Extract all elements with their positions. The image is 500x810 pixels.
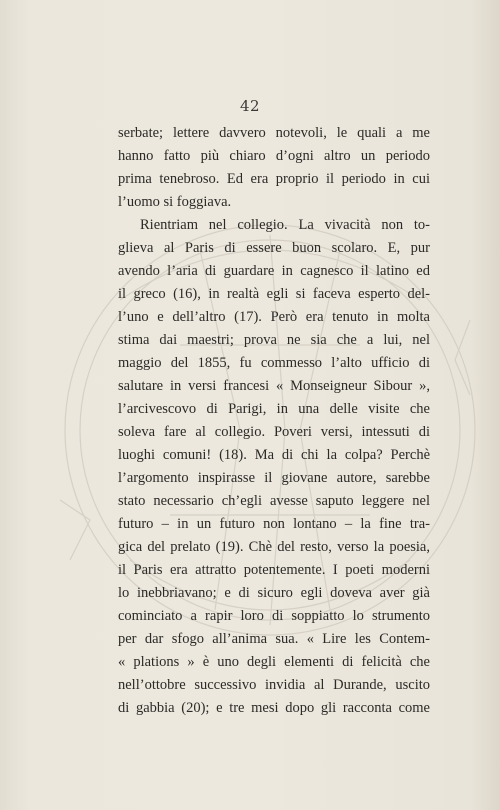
text-line: hanno fatto più chiaro d’ogni altro un periodo xyxy=(118,148,430,164)
text-line: stima dai maestri; prova ne sia che a lui, nel xyxy=(118,332,430,348)
text-line: di gabbia (20); e tre mesi dopo gli racconta come xyxy=(118,700,430,716)
text-line: salutare in versi francesi « Monseigneur Sibour », xyxy=(118,378,430,394)
text-line: glieva al Paris di essere buon scolaro. E, pur xyxy=(118,240,430,256)
text-line: gica del prelato (19). Chè del resto, verso la poesia, xyxy=(118,539,430,555)
text-line: l’argomento inspirasse il giovane autore, sarebbe xyxy=(118,470,430,486)
page-number: 42 xyxy=(239,97,261,115)
text-line: per dar sfogo all’anima sua. « Lire les Contem- xyxy=(118,631,430,647)
text-line: il greco (16), in realtà egli si faceva esperto del- xyxy=(118,286,430,302)
body-text xyxy=(118,122,430,720)
text-line: prima tenebroso. Ed era proprio il periodo in cui xyxy=(118,171,430,187)
text-line: luoghi comuni! (18). Ma di chi la colpa? Perchè xyxy=(118,447,430,463)
text-line: maggio del 1855, fu commesso l’alto ufficio di xyxy=(118,355,430,371)
text-line: cominciato a rapir loro di soppiatto lo strumento xyxy=(118,608,430,624)
text-line: futuro – in un futuro non lontano – la fine tra- xyxy=(118,516,430,532)
text-line: l’uno e dell’altro (17). Però era tenuto in molta xyxy=(118,309,430,325)
text-line: nell’ottobre successivo invidia al Durande, uscito xyxy=(118,677,430,693)
text-line: Rientriam nel collegio. La vivacità non to- xyxy=(140,217,430,233)
text-line: « plations » è uno degli elementi di felicità che xyxy=(118,654,430,670)
text-line: stato necessario ch’egli avesse saputo leggere nel xyxy=(118,493,430,509)
text-line: l’uomo si foggiava. xyxy=(118,194,232,210)
text-line: soleva fare al collegio. Poveri versi, intessuti di xyxy=(118,424,430,440)
text-line: avendo l’aria di guardare in cagnesco il latino ed xyxy=(118,263,430,279)
text-line: lo inebbriavano; e di sicuro egli doveva aver già xyxy=(118,585,430,601)
text-line: serbate; lettere davvero notevoli, le quali a me xyxy=(118,125,430,141)
text-line: l’arcivescovo di Parigi, in una delle visite che xyxy=(118,401,430,417)
text-line: il Paris era attratto potentemente. I poeti moderni xyxy=(118,562,430,578)
